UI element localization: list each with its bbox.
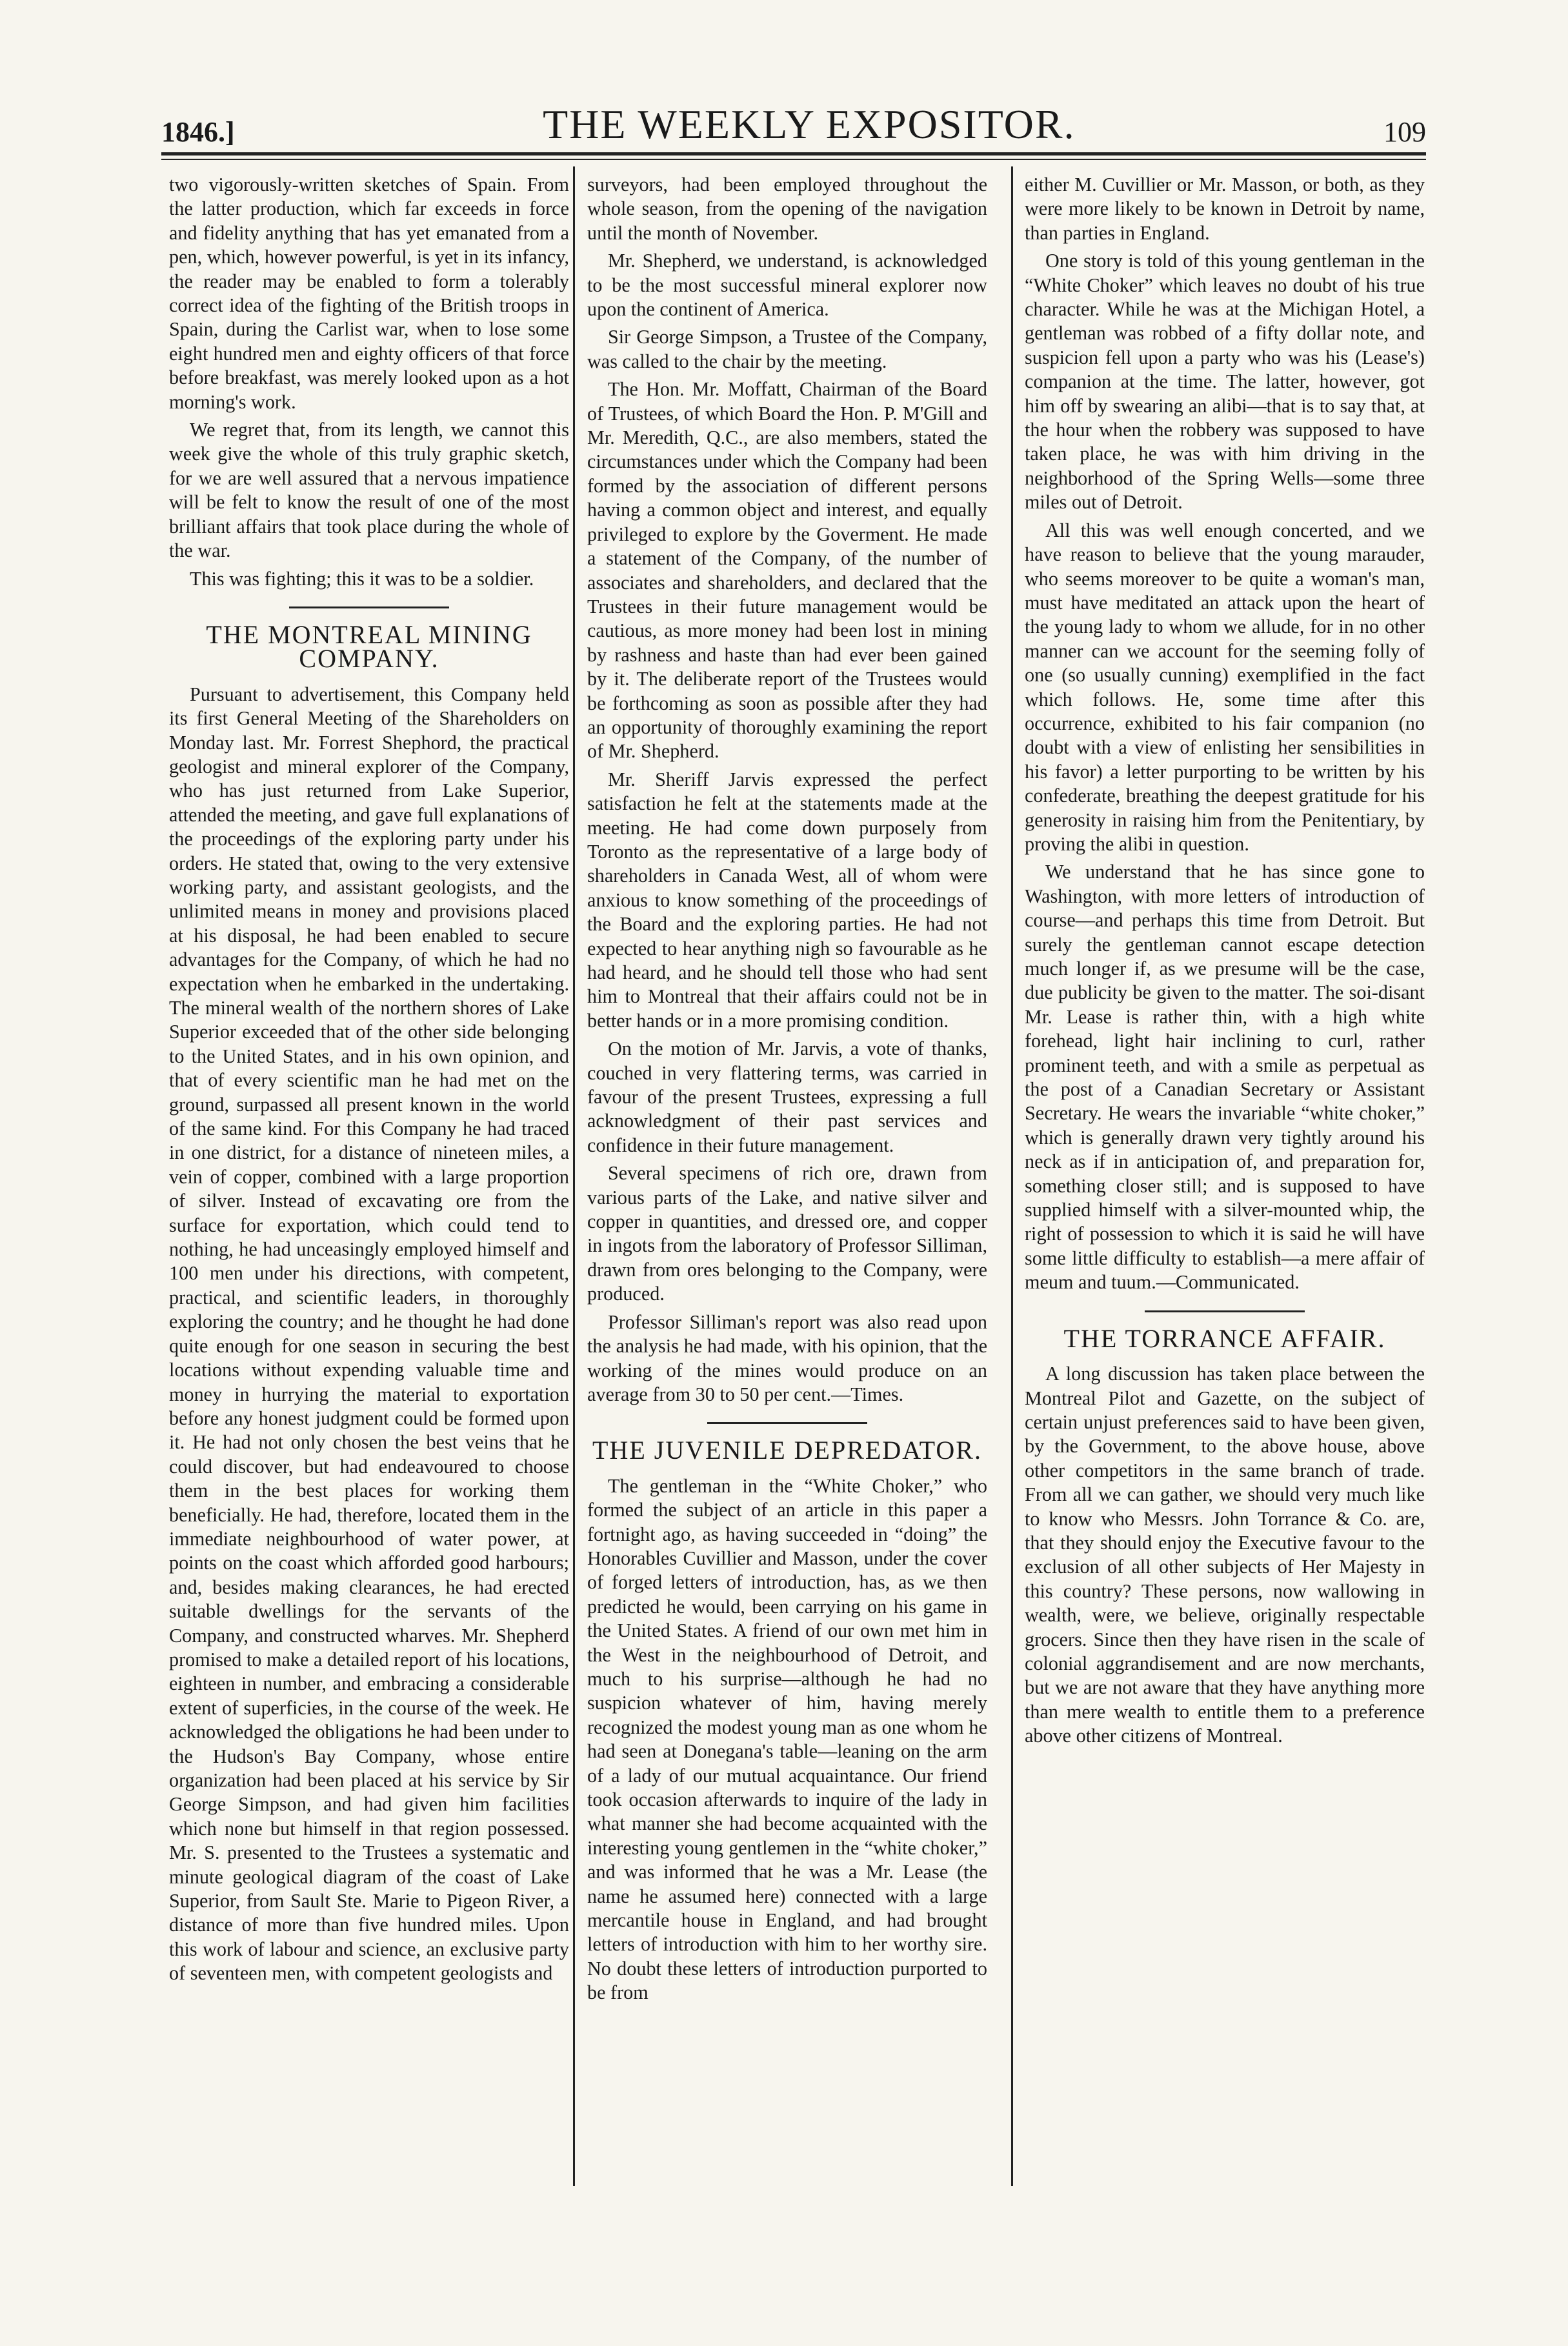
section-separator	[1145, 1310, 1305, 1312]
header-rule-thin	[161, 159, 1426, 160]
article-paragraph: We regret that, from its length, we cannot this week give the whole of this truly graphic sketch, for we are well assured that a nervous impatience will be felt to know the result of one of the most brilliant affairs that took place during the whole of the war.	[169, 419, 569, 562]
article-heading-torrance: THE TORRANCE AFFAIR.	[1063, 1323, 1386, 1353]
article-paragraph: We understand that he has since gone to Washington, with more letters of introduction of course—and perhaps this time from Detroit. But surely the gentleman cannot escape detection much longer if, as we presume will be the case, due publicity be given to the matter. The soi-disant Mr. Lease is rather thin, with a high white forehead, light hair inclining to curl, rather prominent teeth, and with a smile as perpetual as the post of a Canadian Secretary or Assistant Secretary. He wears the invariable “white choker,” which is generally drawn very tightly around his neck as if in anticipation of, and preparation for, something closer still; and is supposed to have supplied himself with a silver-mounted whip, the right of possession to which it is said he will have some little difficulty to establish—a mere affair of meum and tuum.—Communicated.	[1025, 861, 1425, 1294]
article-paragraph: On the motion of Mr. Jarvis, a vote of thanks, couched in very flattering terms, was carried in favour of the present Trustees, expressing a full acknowledgment of their past services and confidence in their future management.	[587, 1038, 987, 1156]
article-paragraph: This was fighting; this it was to be a soldier.	[190, 567, 534, 590]
section-separator	[707, 1422, 867, 1424]
page-number: 109	[1383, 116, 1426, 148]
column-c	[1025, 173, 1425, 2186]
article-paragraph: Professor Silliman's report was also read upon the analysis he had made, with his opinion, that the working of the mines would produce on an average from 30 to 50 per cent.—Times.	[587, 1310, 987, 1405]
article-paragraph: two vigorously-written sketches of Spain. From the latter production, which far exceeds in force and fidelity anything that has yet emanated from a pen, which, however powerful, is yet in its infancy, the reader may be enabled to form a tolerably correct idea of the fighting of the British troops in Spain, during the Carlist war, when to lose some eight hundred men and eighty officers of that force before breakfast, was merely looked upon as a hot morning's work.	[169, 174, 569, 413]
newspaper-title: THE WEEKLY EXPOSITOR.	[543, 101, 1076, 147]
article-paragraph: All this was well enough concerted, and we have reason to believe that the young marauder, who seems moreover to be quite a woman's man, must have meditated an attack upon the heart of the young lady to whom we allude, for in no other manner can we account for the seeming folly of one (so usually cunning) exemplified in the fact which follows. He, some time after this occurrence, exhibited to his fair companion (no doubt with a view of enlisting her sensibilities in his favor) a letter purporting to be written by his confederate, breathing the deepest gratitude for his generosity in raising him from the Penitentiary, by proving the alibi in question.	[1025, 519, 1425, 855]
article-heading-depredator: THE JUVENILE DEPREDATOR.	[592, 1436, 982, 1465]
header-rule	[161, 152, 1426, 155]
article-heading-mining: THE MONTREAL MINING COMPANY.	[206, 619, 532, 674]
article-paragraph: surveyors, had been employed throughout the whole season, from the opening of the navigation until the month of November.	[587, 174, 987, 244]
article-paragraph: One story is told of this young gentleman in the “White Choker” which leaves no doubt of his true character. While he was at the Michigan Hotel, a gentleman was robbed of a fifty dollar note, and suspicion fell upon a party who was his (Lease's) companion at the time. The latter, however, got him off by swearing an alibi—that is to say that, at the hour when the robbery was supposed to have taken place, he was with him driving in the neighborhood of the Spring Wells—some three miles out of Detroit.	[1025, 250, 1425, 514]
section-separator	[289, 607, 449, 608]
article-paragraph: Mr. Sheriff Jarvis expressed the perfect satisfaction he felt at the statements made at the meeting. He had come down purposely from Toronto as the representative of a large body of shareholders in Canada West, all of whom were anxious to know something of the proceedings of the Board and the exploring parties. He had not expected to hear anything nigh so favourable as he had heard, and he should tell those who had sent him to Montreal that their affairs could not be in better hands or in a more promising condition.	[587, 768, 987, 1032]
column-divider-2	[1011, 166, 1013, 2186]
article-paragraph: Several specimens of rich ore, drawn from various parts of the Lake, and native silver and copper in quantities, and dressed ore, and copper in ingots from the laboratory of Professor Silliman, drawn from ores belonging to the Company, were produced.	[587, 1162, 987, 1305]
article-paragraph: Pursuant to advertisement, this Company held its first General Meeting of the Shareholders on Monday last. Mr. Forrest Shephord, the practical geologist and mineral explorer of the Company, who has just returned from Lake Superior, attended the meeting, and gave full explanations of the proceedings of the exploring party under his orders. He stated that, owing to the very extensive working party, and assistant geologists, and the unlimited means in money and provisions placed at his disposal, he had been enabled to secure advantages for the Company, of which he had no expectation when he embarked in the undertaking. The mineral wealth of the northern shores of Lake Superior exceeded that of the other side belonging to the United States, and in his own opinion, and that of every scientific man he had met on the ground, surpassed all present known in the world of the same kind. For this Company he had traced in one district, for a distance of nineteen miles, a vein of copper, combined with a large proportion of silver. Instead of excavating ore from the surface for exportation, which could tend to nothing, he had unceasingly employed himself and 100 men under his directions, with competent, practical, and scientific leaders, in thoroughly exploring the country; and he thought he had done quite enough for one season in securing the best locations without expending valuable time and money in hurrying the material to exportation before any honest judgment could be formed upon it. He had not only chosen the best veins that he could discover, but had endeavoured to choose them in the best places for working them beneficially. He had, therefore, located them in the immediate neighbourhood of water power, at points on the coast which afforded good harbours; and, besides making clearances, he had erected suitable dwellings for the servants of the Company, and constructed wharves. Mr. Shepherd promised to make a detailed report of his locations, eighteen in number, and embracing a considerable extent of superficies, in the course of the week. He acknowledged the obligations he had been under to the Hudson's Bay Company, whose entire organization had been placed at his service by Sir George Simpson, and had given him facilities which none but himself in that region possessed. Mr. S. presented to the Trustees a systematic and minute geological diagram of the coast of Lake Superior, from Sault Ste. Marie to Pigeon River, a distance of more than five hundred miles. Upon this work of labour and science, an exclusive party of seventeen men, with competent geologists and	[169, 683, 569, 1985]
article-paragraph: Sir George Simpson, a Trustee of the Company, was called to the chair by the meeting.	[587, 326, 987, 372]
article-paragraph: Mr. Shepherd, we understand, is acknowledged to be the most successful mineral explorer now upon the continent of America.	[587, 250, 987, 321]
column-divider-1	[573, 166, 575, 2186]
column-a	[169, 173, 569, 2186]
article-paragraph: A long discussion has taken place between the Montreal Pilot and Gazette, on the subject of certain unjust preferences said to have been given, by the Government, to the above house, above other competitors in the same branch of trade. From all we can gather, we should very much like to know who Messrs. John Torrance & Co. are, that they should enjoy the Executive favour to the exclusion of all other subjects of Her Majesty in this country? These persons, now wallowing in wealth, were, we believe, originally respectable grocers. Since then they have risen in the scale of colonial aggrandisement and are now merchants, but we are not aware that they have anything more than mere wealth to entitle them to a preference above other citizens of Montreal.	[1025, 1363, 1425, 1747]
article-paragraph: The Hon. Mr. Moffatt, Chairman of the Board of Trustees, of which Board the Hon. P. M'Gill and Mr. Meredith, Q.C., are also members, stated the circumstances under which the Company had been formed by the association of different persons having a common object and interest, and equally privileged to explore by the Goverment. He made a statement of the Company, of the number of associates and shareholders, and declared that the Trustees in their future management would be cautious, as more money had been lost in mining by rashness and haste than had ever been gained by it. The deliberate report of the Trustees would be forthcoming as soon as possible after they had an opportunity of thoroughly examining the report of Mr. Shepherd.	[587, 378, 987, 763]
column-b	[587, 173, 987, 2186]
article-paragraph: The gentleman in the “White Choker,” who formed the subject of an article in this paper a fortnight ago, as having succeeded in “doing” the Honorables Cuvillier and Masson, under the cover of forged letters of introduction, has, as we then predicted he would, been carrying on his game in the United States. A friend of our own met him in the West in the neighbourhood of Detroit, and much to his surprise—although he had no suspicion whatever of him, having merely recognized the modest young man as one whom he had seen at Donegana's table—leaning on the arm of a lady of our mutual acquaintance. Our friend took occasion afterwards to inquire of the lady in what manner she had become acquainted with the interesting young gentlemen in the “white choker,” and was informed that he was a Mr. Lease (the name he assumed here) connected with a large mercantile house in England, and had brought letters of introduction with him to her worthy sire. No doubt these letters of introduction purported to be from	[587, 1474, 987, 2004]
issue-year: 1846.]	[161, 116, 235, 148]
article-paragraph: either M. Cuvillier or Mr. Masson, or both, as they were more likely to be known in Detroit by name, than parties in England.	[1025, 174, 1425, 244]
page-header	[161, 97, 1426, 148]
